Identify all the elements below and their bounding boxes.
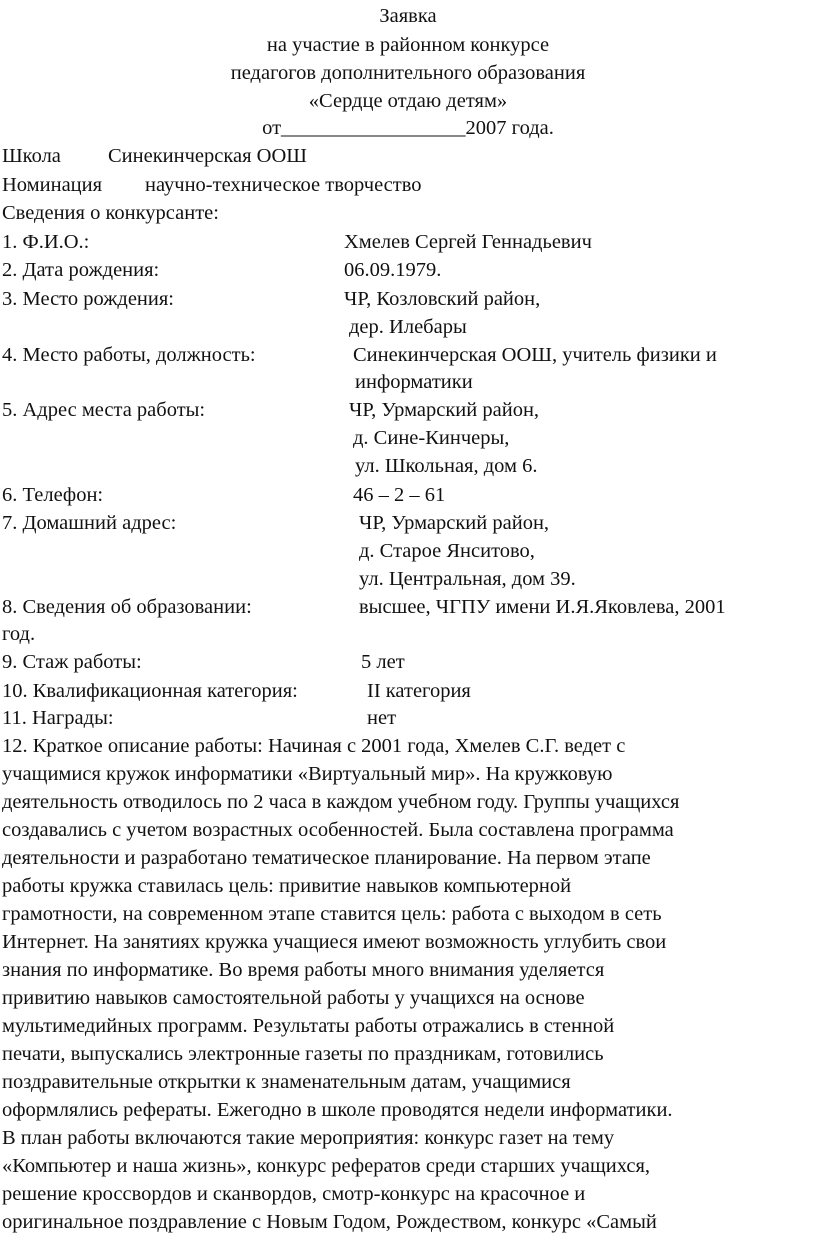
info-title: Сведения о конкурсанте: (2, 202, 219, 224)
description-line: знания по информатике. Во время работы много внимания уделяется (2, 959, 605, 981)
field-3-value-2: дер. Илебары (349, 316, 467, 338)
description-line: мультимедийных программ. Результаты работы отражались в стенной (2, 1015, 615, 1037)
field-9-label: 9. Стаж работы: (2, 651, 142, 673)
field-8-value-2: год. (2, 623, 36, 645)
date-blank: __________________ (281, 117, 466, 139)
description-paragraph (2, 732, 814, 1236)
description-line: решение кроссвордов и сканвордов, смотр-конкурс на красочное и (2, 1183, 586, 1205)
description-line: учащимися кружок информатики «Виртуальный мир». На кружковую (2, 763, 613, 785)
description-line: печати, выпускались электронные газеты по праздникам, готовились (2, 1043, 604, 1065)
description-line: поздравительные открытки к знаменательным датам, учащимися (2, 1071, 571, 1093)
description-line: В план работы включаются такие мероприятия: конкурс газет на тему (2, 1127, 615, 1149)
description-line: деятельность отводилось по 2 часа в каждом учебном году. Группы учащихся (2, 791, 680, 813)
field-1-label: 1. Ф.И.О.: (2, 231, 90, 253)
school-label: Школа (2, 145, 61, 167)
nomination-label: Номинация (2, 174, 103, 196)
field-11-label: 11. Награды: (2, 707, 114, 729)
description-line: 12. Краткое описание работы: Начиная с 2001 года, Хмелев С.Г. ведет с (2, 735, 626, 757)
description-line: оформлялись рефераты. Ежегодно в школе проводятся недели информатики. (2, 1099, 673, 1121)
date-prefix: от (262, 117, 282, 139)
field-7-label: 7. Домашний адрес: (2, 512, 177, 534)
header-date (0, 114, 816, 142)
header-line-4: «Сердце отдаю детям» (308, 90, 508, 112)
field-4-value-2: информатики (355, 371, 473, 393)
field-5-value-1: ЧР, Урмарский район, (349, 399, 540, 421)
field-6-value: 46 – 2 – 61 (353, 484, 446, 506)
nomination-value: научно-техническое творчество (145, 174, 422, 196)
field-2-value: 06.09.1979. (344, 259, 442, 281)
header-line-2: на участие в районном конкурсе (266, 34, 550, 56)
description-line: «Компьютер и наша жизнь», конкурс рефератов среди старших учащихся, (2, 1155, 651, 1177)
field-8-value-1: высшее, ЧГПУ имени И.Я.Яковлева, 2001 (359, 596, 726, 618)
field-1-value: Хмелев Сергей Геннадьевич (344, 231, 592, 253)
field-10-label: 10. Квалификационная категория: (2, 680, 298, 702)
field-3-value-1: ЧР, Козловский район, (344, 288, 541, 310)
field-8-label: 8. Сведения об образовании: (2, 596, 252, 618)
field-9-value: 5 лет (361, 651, 405, 673)
description-line: Интернет. На занятиях кружка учащиеся имеют возможность углубить свои (2, 931, 667, 953)
description-line: создавались с учетом возрастных особенностей. Была составлена программа (2, 819, 674, 841)
field-11-value: нет (367, 707, 397, 729)
description-line: деятельности и разработано тематическое планирование. На первом этапе (2, 847, 651, 869)
school-value: Синекинчерская ООШ (108, 145, 307, 167)
date-suffix: 2007 года. (465, 117, 554, 139)
field-7-value-1: ЧР, Урмарский район, (359, 512, 550, 534)
description-line: грамотности, на современном этапе ставится цель: работа с выходом в сеть (2, 903, 662, 925)
field-7-value-3: ул. Центральная, дом 39. (359, 568, 576, 590)
description-line: привитию навыков самостоятельной работы у учащихся на основе (2, 987, 585, 1009)
field-2-label: 2. Дата рождения: (2, 259, 160, 281)
field-10-value: II категория (367, 680, 471, 702)
field-7-value-2: д. Старое Янситово, (359, 540, 535, 562)
description-line: работы кружка ставилась цель: привитие навыков компьютерной (2, 875, 572, 897)
header-line-3: педагогов дополнительного образования (230, 62, 586, 84)
field-4-label: 4. Место работы, должность: (2, 344, 256, 366)
document-title: Заявка (379, 5, 437, 27)
field-6-label: 6. Телефон: (2, 484, 104, 506)
field-3-label: 3. Место рождения: (2, 288, 174, 310)
field-4-value-1: Синекинчерская ООШ, учитель физики и (353, 344, 717, 366)
description-line: оригинальное поздравление с Новым Годом, Рождеством, конкурс «Самый (2, 1211, 657, 1233)
field-5-value-2: д. Сине-Кинчеры, (353, 427, 510, 449)
field-5-label: 5. Адрес места работы: (2, 399, 206, 421)
field-5-value-3: ул. Школьная, дом 6. (355, 455, 538, 477)
